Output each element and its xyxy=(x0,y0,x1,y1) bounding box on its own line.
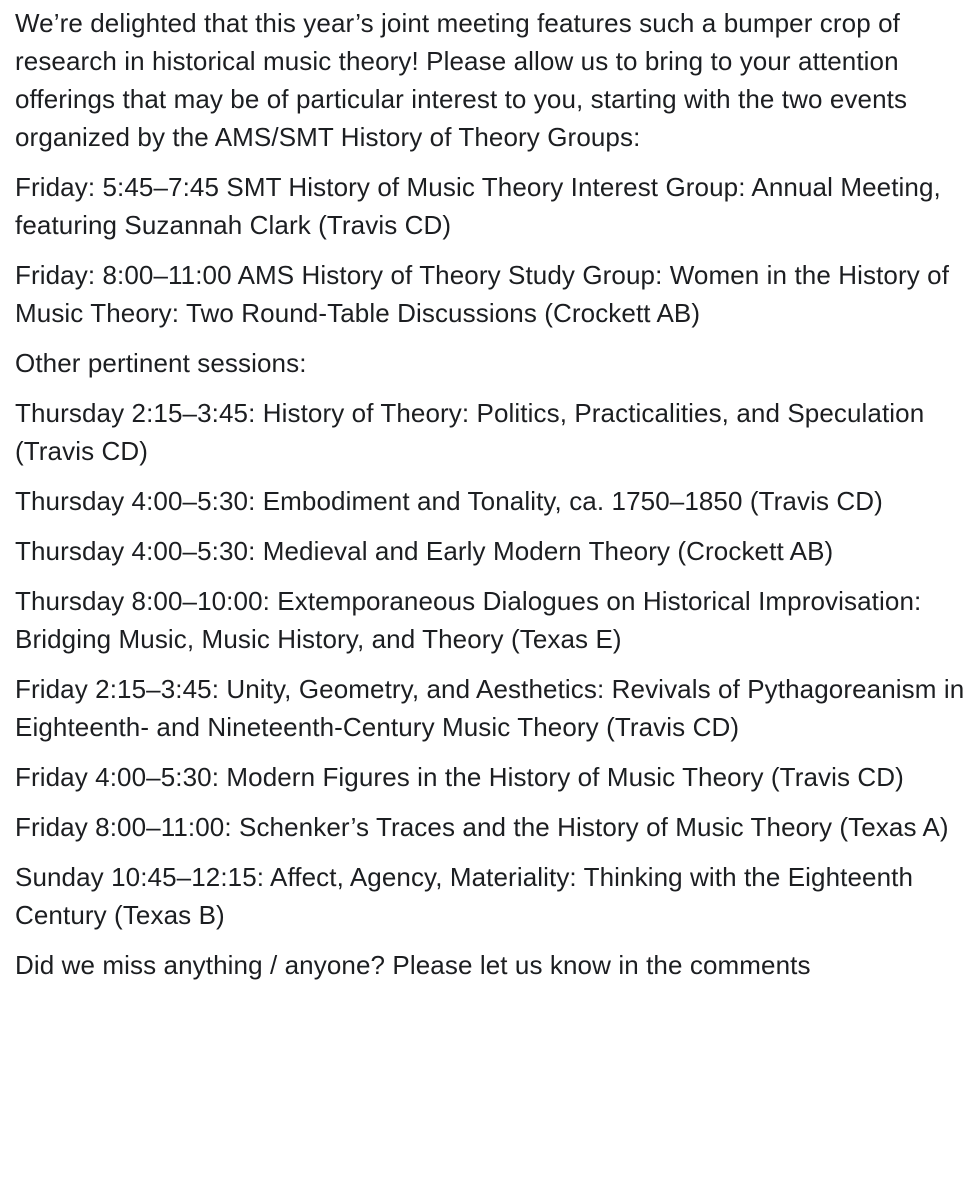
session-thursday-embodiment-tonality: Thursday 4:00–5:30: Embodiment and Tonality, ca. 1750–1850 (Travis CD) xyxy=(15,486,883,516)
event-friday-smt-interest-group: Friday: 5:45–7:45 SMT History of Music Theory Interest Group: Annual Meeting, featuring Suzannah Clark (Travis CD) xyxy=(15,172,941,240)
session-friday-unity-geometry: Friday 2:15–3:45: Unity, Geometry, and Aesthetics: Revivals of Pythagoreanism in Eighteenth- and Nineteenth-Century Music Theory (Travis CD) xyxy=(15,674,965,742)
session-friday-schenkers-traces: Friday 8:00–11:00: Schenker’s Traces and the History of Music Theory (Texas A) xyxy=(15,812,949,842)
session-thursday-extemporaneous-dialogues: Thursday 8:00–10:00: Extemporaneous Dialogues on Historical Improvisation: Bridging Music, Music History, and Theory (Texas E) xyxy=(15,586,922,654)
event-friday-ams-study-group: Friday: 8:00–11:00 AMS History of Theory Study Group: Women in the History of Music Theory: Two Round-Table Discussions (Crockett AB) xyxy=(15,260,950,328)
session-thursday-history-of-theory: Thursday 2:15–3:45: History of Theory: Politics, Practicalities, and Speculation (Travis CD) xyxy=(15,398,925,466)
session-sunday-affect-agency: Sunday 10:45–12:15: Affect, Agency, Materiality: Thinking with the Eighteenth Century (Texas B) xyxy=(15,862,914,930)
closing-question: Did we miss anything / anyone? Please let us know in the comments xyxy=(15,950,811,980)
other-sessions-heading: Other pertinent sessions: xyxy=(15,348,307,378)
intro-paragraph: We’re delighted that this year’s joint meeting features such a bumper crop of research in historical music theory! Please allow us to bring to your attention offerings that may be of particular interest to you, starting with the two events organized by the AMS/SMT History of Theory Groups: xyxy=(15,8,908,152)
session-friday-modern-figures: Friday 4:00–5:30: Modern Figures in the History of Music Theory (Travis CD) xyxy=(15,762,904,792)
session-thursday-medieval-early-modern: Thursday 4:00–5:30: Medieval and Early Modern Theory (Crockett AB) xyxy=(15,536,834,566)
